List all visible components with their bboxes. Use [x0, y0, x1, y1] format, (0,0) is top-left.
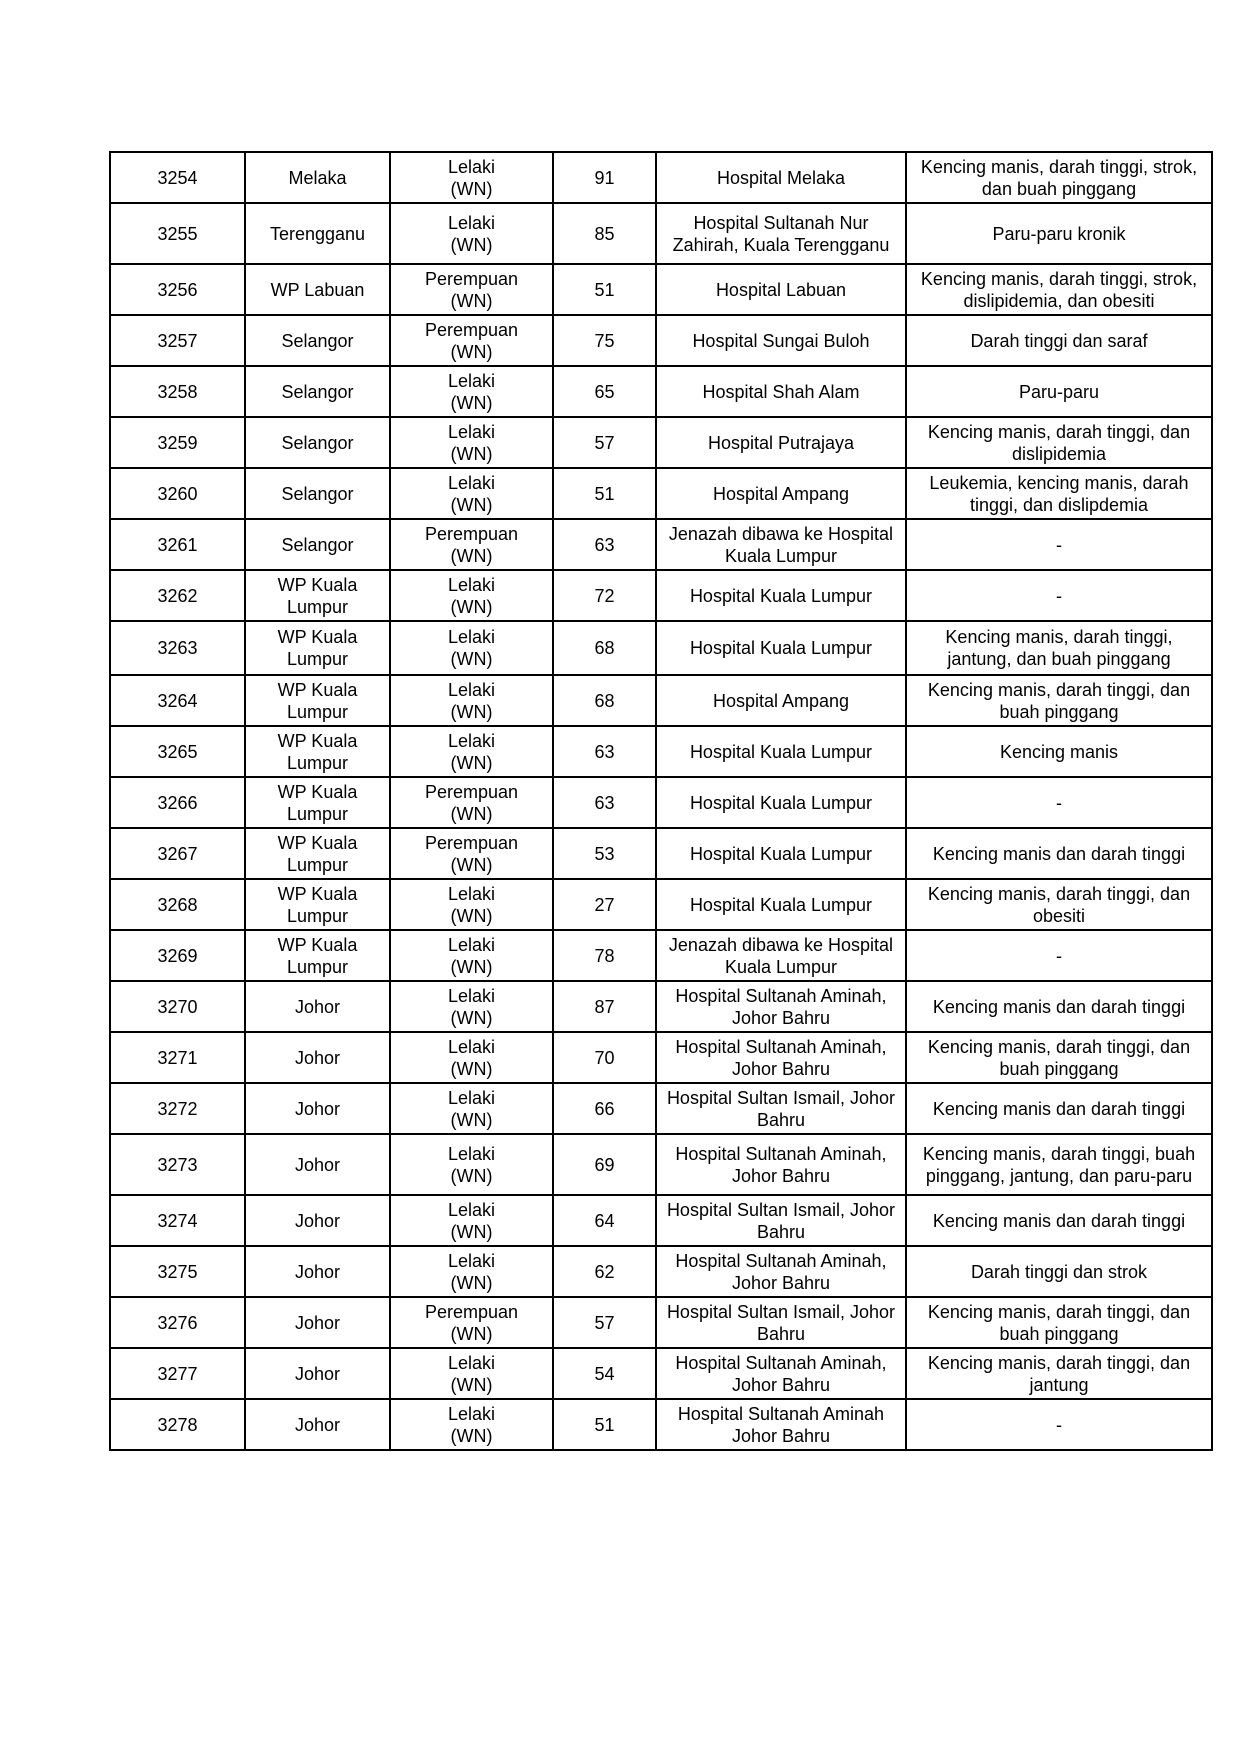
hospital-cell: Hospital Labuan — [656, 264, 906, 315]
hospital-cell: Hospital Sultanah Aminah, Johor Bahru — [656, 1134, 906, 1195]
hospital-cell: Hospital Sultanah Aminah Johor Bahru — [656, 1399, 906, 1450]
state-cell: Johor — [245, 1348, 390, 1399]
sex-label: Perempuan — [424, 319, 519, 340]
comorbidities-cell: Kencing manis, darah tinggi, strok, dan buah pinggang — [906, 152, 1212, 203]
comorbidities-cell: Paru-paru — [906, 366, 1212, 417]
table-row — [110, 1348, 1212, 1399]
comorbidities-cell: Kencing manis dan darah tinggi — [906, 981, 1212, 1032]
comorbidities-cell: Darah tinggi dan saraf — [906, 315, 1212, 366]
age-cell: 27 — [553, 879, 656, 930]
sex-label: Lelaki — [447, 574, 496, 595]
table-row — [110, 468, 1212, 519]
hospital-cell: Hospital Sultanah Aminah, Johor Bahru — [656, 1348, 906, 1399]
case-number-cell: 3277 — [110, 1348, 245, 1399]
state-cell: Johor — [245, 1246, 390, 1297]
sex-label: Perempuan — [424, 523, 519, 544]
table-row — [110, 1297, 1212, 1348]
sex-label: Lelaki — [447, 1087, 496, 1108]
table-row — [110, 930, 1212, 981]
hospital-cell: Hospital Sultan Ismail, Johor Bahru — [656, 1195, 906, 1246]
state-cell: WP Kuala Lumpur — [245, 675, 390, 726]
table-row — [110, 777, 1212, 828]
case-number-cell: 3269 — [110, 930, 245, 981]
hospital-cell: Hospital Sungai Buloh — [656, 315, 906, 366]
nationality-label: (WN) — [450, 341, 493, 362]
sex-label: Perempuan — [424, 1301, 519, 1322]
sex-nationality-cell — [390, 1348, 553, 1399]
hospital-cell: Hospital Kuala Lumpur — [656, 879, 906, 930]
sex-nationality-cell — [390, 1297, 553, 1348]
sex-label: Lelaki — [447, 1403, 496, 1424]
nationality-label: (WN) — [450, 1165, 493, 1186]
nationality-label: (WN) — [450, 1058, 493, 1079]
hospital-cell: Hospital Sultan Ismail, Johor Bahru — [656, 1083, 906, 1134]
hospital-cell: Hospital Sultan Ismail, Johor Bahru — [656, 1297, 906, 1348]
nationality-label: (WN) — [450, 1007, 493, 1028]
table-row — [110, 366, 1212, 417]
case-number-cell: 3264 — [110, 675, 245, 726]
sex-nationality-cell — [390, 879, 553, 930]
sex-nationality-cell — [390, 981, 553, 1032]
state-cell: WP Kuala Lumpur — [245, 570, 390, 621]
nationality-label: (WN) — [450, 1323, 493, 1344]
state-cell: Johor — [245, 1399, 390, 1450]
sex-label: Lelaki — [447, 156, 496, 177]
nationality-label: (WN) — [450, 649, 493, 669]
sex-nationality-cell — [390, 675, 553, 726]
sex-nationality-cell — [390, 621, 553, 675]
age-cell: 70 — [553, 1032, 656, 1083]
table-row — [110, 152, 1212, 203]
case-number-cell: 3268 — [110, 879, 245, 930]
hospital-cell: Hospital Sultanah Aminah, Johor Bahru — [656, 981, 906, 1032]
case-number-cell: 3273 — [110, 1134, 245, 1195]
sex-label: Perempuan — [424, 268, 519, 289]
comorbidities-cell: Paru-paru kronik — [906, 203, 1212, 264]
sex-label: Lelaki — [447, 1143, 496, 1164]
age-cell: 69 — [553, 1134, 656, 1195]
case-number-cell: 3265 — [110, 726, 245, 777]
case-number-cell: 3266 — [110, 777, 245, 828]
comorbidities-cell: Kencing manis, darah tinggi, dan obesiti — [906, 879, 1212, 930]
comorbidities-cell: Darah tinggi dan strok — [906, 1246, 1212, 1297]
table-body — [110, 152, 1212, 1450]
age-cell: 64 — [553, 1195, 656, 1246]
hospital-cell: Hospital Sultanah Aminah, Johor Bahru — [656, 1032, 906, 1083]
nationality-label: (WN) — [450, 596, 493, 617]
sex-label: Lelaki — [447, 1250, 496, 1271]
comorbidities-cell: - — [906, 930, 1212, 981]
hospital-cell: Hospital Kuala Lumpur — [656, 828, 906, 879]
age-cell: 87 — [553, 981, 656, 1032]
comorbidities-cell: Kencing manis, darah tinggi, dan jantung — [906, 1348, 1212, 1399]
nationality-label: (WN) — [450, 1109, 493, 1130]
sex-nationality-cell — [390, 777, 553, 828]
nationality-label: (WN) — [450, 1374, 493, 1395]
sex-nationality-cell — [390, 315, 553, 366]
table-row — [110, 1032, 1212, 1083]
sex-nationality-cell — [390, 828, 553, 879]
table-row — [110, 1246, 1212, 1297]
age-cell: 72 — [553, 570, 656, 621]
age-cell: 78 — [553, 930, 656, 981]
sex-label: Lelaki — [447, 370, 496, 391]
hospital-cell: Hospital Putrajaya — [656, 417, 906, 468]
comorbidities-cell: - — [906, 519, 1212, 570]
comorbidities-cell: Kencing manis dan darah tinggi — [906, 828, 1212, 879]
table-row — [110, 828, 1212, 879]
sex-nationality-cell — [390, 1032, 553, 1083]
age-cell: 57 — [553, 1297, 656, 1348]
hospital-cell: Jenazah dibawa ke Hospital Kuala Lumpur — [656, 930, 906, 981]
comorbidities-cell: Leukemia, kencing manis, darah tinggi, dan dislipdemia — [906, 468, 1212, 519]
sex-nationality-cell — [390, 570, 553, 621]
age-cell: 68 — [553, 675, 656, 726]
hospital-cell: Hospital Sultanah Aminah, Johor Bahru — [656, 1246, 906, 1297]
age-cell: 65 — [553, 366, 656, 417]
case-number-cell: 3270 — [110, 981, 245, 1032]
comorbidities-cell: Kencing manis, darah tinggi, dan buah pinggang — [906, 675, 1212, 726]
case-number-cell: 3260 — [110, 468, 245, 519]
nationality-label: (WN) — [450, 545, 493, 566]
table-row — [110, 1399, 1212, 1450]
comorbidities-cell: Kencing manis, darah tinggi, dan buah pinggang — [906, 1297, 1212, 1348]
table-row — [110, 879, 1212, 930]
comorbidities-cell: - — [906, 1399, 1212, 1450]
case-number-cell: 3258 — [110, 366, 245, 417]
case-number-cell: 3274 — [110, 1195, 245, 1246]
state-cell: WP Kuala Lumpur — [245, 828, 390, 879]
hospital-cell: Hospital Sultanah Nur Zahirah, Kuala Terengganu — [656, 203, 906, 264]
age-cell: 68 — [553, 621, 656, 675]
sex-nationality-cell — [390, 468, 553, 519]
nationality-label: (WN) — [450, 290, 493, 311]
case-number-cell: 3275 — [110, 1246, 245, 1297]
sex-label: Lelaki — [447, 627, 496, 647]
nationality-label: (WN) — [450, 1272, 493, 1293]
age-cell: 51 — [553, 1399, 656, 1450]
sex-label: Lelaki — [447, 212, 496, 233]
comorbidities-cell: Kencing manis — [906, 726, 1212, 777]
hospital-cell: Hospital Shah Alam — [656, 366, 906, 417]
sex-label: Lelaki — [447, 472, 496, 493]
case-number-cell: 3267 — [110, 828, 245, 879]
case-number-cell: 3254 — [110, 152, 245, 203]
nationality-label: (WN) — [450, 443, 493, 464]
nationality-label: (WN) — [450, 905, 493, 926]
state-cell: Johor — [245, 1083, 390, 1134]
case-number-cell: 3263 — [110, 621, 245, 675]
nationality-label: (WN) — [450, 178, 493, 199]
sex-label: Lelaki — [447, 679, 496, 700]
case-number-cell: 3272 — [110, 1083, 245, 1134]
sex-label: Perempuan — [424, 832, 519, 853]
table-row — [110, 675, 1212, 726]
sex-nationality-cell — [390, 366, 553, 417]
table-row — [110, 1083, 1212, 1134]
age-cell: 57 — [553, 417, 656, 468]
state-cell: Selangor — [245, 468, 390, 519]
table-row — [110, 570, 1212, 621]
table-row — [110, 203, 1212, 264]
comorbidities-cell: - — [906, 570, 1212, 621]
age-cell: 63 — [553, 519, 656, 570]
comorbidities-cell: Kencing manis, darah tinggi, dan buah pinggang — [906, 1032, 1212, 1083]
table-row — [110, 264, 1212, 315]
sex-label: Lelaki — [447, 1352, 496, 1373]
age-cell: 63 — [553, 726, 656, 777]
table-row — [110, 726, 1212, 777]
nationality-label: (WN) — [450, 752, 493, 773]
hospital-cell: Hospital Ampang — [656, 468, 906, 519]
comorbidities-cell: Kencing manis dan darah tinggi — [906, 1195, 1212, 1246]
state-cell: Johor — [245, 1134, 390, 1195]
sex-nationality-cell — [390, 1134, 553, 1195]
comorbidities-cell: Kencing manis dan darah tinggi — [906, 1083, 1212, 1134]
state-cell: WP Kuala Lumpur — [245, 879, 390, 930]
table-row — [110, 417, 1212, 468]
table-row — [110, 315, 1212, 366]
hospital-cell: Jenazah dibawa ke Hospital Kuala Lumpur — [656, 519, 906, 570]
state-cell: WP Kuala Lumpur — [245, 726, 390, 777]
state-cell: Melaka — [245, 152, 390, 203]
age-cell: 62 — [553, 1246, 656, 1297]
state-cell: Selangor — [245, 315, 390, 366]
case-number-cell: 3255 — [110, 203, 245, 264]
sex-label: Perempuan — [424, 781, 519, 802]
death-cases-table — [109, 151, 1213, 1451]
sex-label: Lelaki — [447, 883, 496, 904]
nationality-label: (WN) — [450, 234, 493, 255]
sex-nationality-cell — [390, 264, 553, 315]
state-cell: Selangor — [245, 366, 390, 417]
state-cell: Selangor — [245, 417, 390, 468]
sex-nationality-cell — [390, 417, 553, 468]
sex-label: Lelaki — [447, 730, 496, 751]
case-number-cell: 3276 — [110, 1297, 245, 1348]
state-cell: Johor — [245, 1032, 390, 1083]
case-number-cell: 3257 — [110, 315, 245, 366]
sex-label: Lelaki — [447, 985, 496, 1006]
hospital-cell: Hospital Kuala Lumpur — [656, 777, 906, 828]
sex-nationality-cell — [390, 152, 553, 203]
nationality-label: (WN) — [450, 494, 493, 515]
state-cell: WP Kuala Lumpur — [245, 621, 390, 675]
table-row — [110, 981, 1212, 1032]
age-cell: 75 — [553, 315, 656, 366]
sex-label: Lelaki — [447, 934, 496, 955]
case-number-cell: 3271 — [110, 1032, 245, 1083]
nationality-label: (WN) — [450, 956, 493, 977]
sex-nationality-cell — [390, 1246, 553, 1297]
nationality-label: (WN) — [450, 392, 493, 413]
nationality-label: (WN) — [450, 854, 493, 875]
table-row — [110, 1195, 1212, 1246]
age-cell: 51 — [553, 264, 656, 315]
comorbidities-cell: Kencing manis, darah tinggi, buah pinggang, jantung, dan paru-paru — [906, 1134, 1212, 1195]
hospital-cell: Hospital Kuala Lumpur — [656, 726, 906, 777]
sex-label: Lelaki — [447, 1036, 496, 1057]
table-row — [110, 519, 1212, 570]
hospital-cell: Hospital Melaka — [656, 152, 906, 203]
age-cell: 51 — [553, 468, 656, 519]
comorbidities-cell: - — [906, 777, 1212, 828]
case-number-cell: 3259 — [110, 417, 245, 468]
sex-nationality-cell — [390, 1195, 553, 1246]
sex-label: Lelaki — [447, 421, 496, 442]
comorbidities-cell: Kencing manis, darah tinggi, dan dislipidemia — [906, 417, 1212, 468]
case-number-cell: 3261 — [110, 519, 245, 570]
sex-nationality-cell — [390, 1399, 553, 1450]
hospital-cell: Hospital Ampang — [656, 675, 906, 726]
sex-nationality-cell — [390, 1083, 553, 1134]
table-row — [110, 1134, 1212, 1195]
comorbidities-cell: Kencing manis, darah tinggi, jantung, dan buah pinggang — [906, 621, 1212, 675]
sex-label: Lelaki — [447, 1199, 496, 1220]
table-row — [110, 621, 1212, 675]
sex-nationality-cell — [390, 930, 553, 981]
nationality-label: (WN) — [450, 1221, 493, 1242]
state-cell: Johor — [245, 1195, 390, 1246]
sex-nationality-cell — [390, 203, 553, 264]
age-cell: 66 — [553, 1083, 656, 1134]
comorbidities-cell: Kencing manis, darah tinggi, strok, dislipidemia, dan obesiti — [906, 264, 1212, 315]
age-cell: 85 — [553, 203, 656, 264]
nationality-label: (WN) — [450, 1425, 493, 1446]
age-cell: 54 — [553, 1348, 656, 1399]
nationality-label: (WN) — [450, 803, 493, 824]
nationality-label: (WN) — [450, 701, 493, 722]
state-cell: Johor — [245, 1297, 390, 1348]
age-cell: 91 — [553, 152, 656, 203]
state-cell: WP Kuala Lumpur — [245, 777, 390, 828]
sex-nationality-cell — [390, 519, 553, 570]
state-cell: WP Kuala Lumpur — [245, 930, 390, 981]
state-cell: Selangor — [245, 519, 390, 570]
case-number-cell: 3278 — [110, 1399, 245, 1450]
age-cell: 63 — [553, 777, 656, 828]
hospital-cell: Hospital Kuala Lumpur — [656, 621, 906, 675]
state-cell: Johor — [245, 981, 390, 1032]
case-number-cell: 3262 — [110, 570, 245, 621]
sex-nationality-cell — [390, 726, 553, 777]
hospital-cell: Hospital Kuala Lumpur — [656, 570, 906, 621]
state-cell: WP Labuan — [245, 264, 390, 315]
case-number-cell: 3256 — [110, 264, 245, 315]
state-cell: Terengganu — [245, 203, 390, 264]
age-cell: 53 — [553, 828, 656, 879]
